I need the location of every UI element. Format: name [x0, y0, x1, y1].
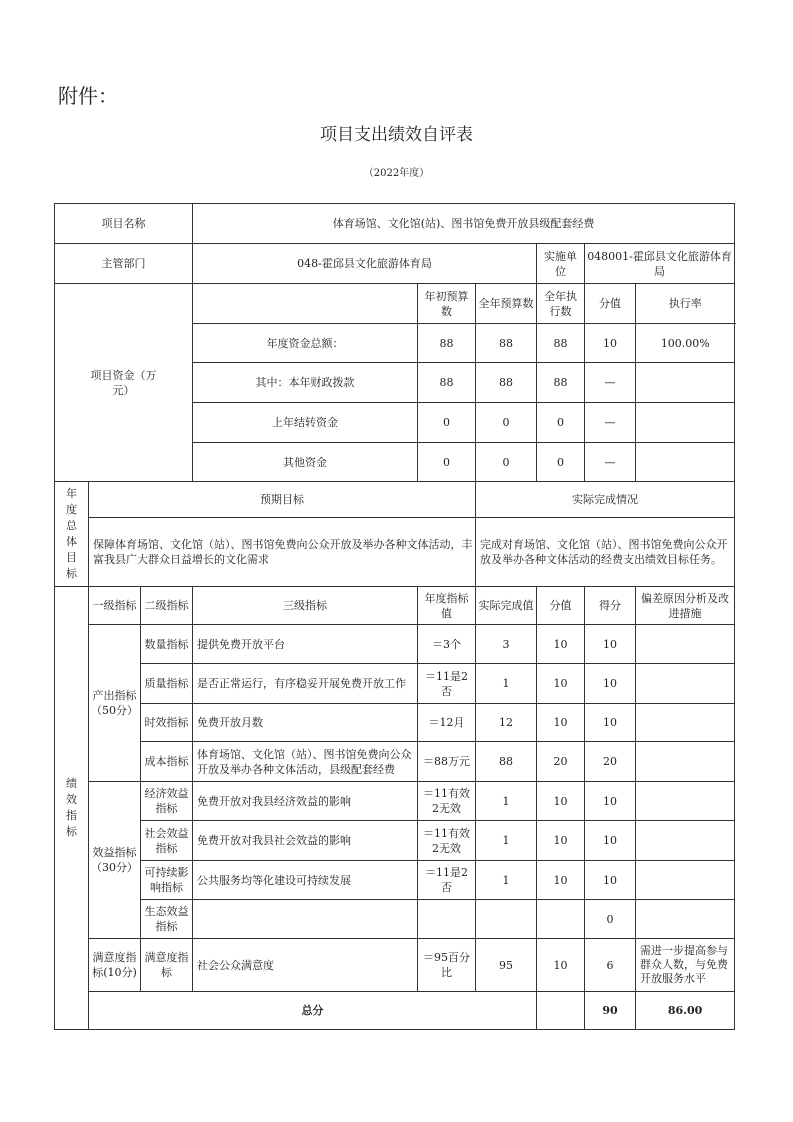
- got-value: 10: [585, 704, 636, 742]
- dept-value: 048-霍邱县文化旅游体育局: [193, 244, 537, 284]
- note-value: [636, 900, 735, 939]
- funds-cell: 0: [418, 403, 476, 443]
- score-value: [537, 900, 585, 939]
- funds-cell: 10: [585, 324, 636, 363]
- funds-row-label: 其中：本年财政拨款: [193, 363, 418, 403]
- funds-cell: 88: [476, 324, 537, 363]
- funds-cell: 88: [418, 324, 476, 363]
- actual-value: 1: [476, 782, 537, 821]
- report-year: （2022年度）: [363, 168, 430, 179]
- dept-label: 主管部门: [55, 244, 193, 284]
- actual-value: 3: [476, 625, 537, 664]
- funds-row-label: 年度资金总额：: [193, 324, 418, 363]
- score-value: 10: [537, 821, 585, 861]
- funds-cell: —: [585, 443, 636, 482]
- level2-indicator: 满意度指标: [141, 939, 193, 992]
- note-value: [636, 821, 735, 861]
- performance-indicator-label: 绩效指标: [55, 587, 89, 1030]
- target-value: ＝11有效2无效: [418, 782, 476, 821]
- funds-label: 项目资金（万元）: [55, 284, 193, 482]
- level3-indicator: 公共服务均等化建设可持续发展: [193, 861, 418, 900]
- level3-indicator: 体育场馆、文化馆（站）、图书馆免费向公众开放及举办各种文体活动，县级配套经费: [193, 742, 418, 782]
- funds-cell: —: [585, 363, 636, 403]
- got-value: 10: [585, 861, 636, 900]
- annual-goal-label: 年度总体目标: [55, 482, 89, 587]
- funds-header: 全年预算数: [476, 284, 537, 324]
- score-value: 10: [537, 664, 585, 704]
- perf-header: 二级指标: [141, 587, 193, 625]
- target-value: ＝12月: [418, 704, 476, 742]
- total-score: 90: [585, 992, 636, 1030]
- score-value: 10: [537, 939, 585, 992]
- project-name-label: 项目名称: [55, 204, 193, 244]
- actual-value: 1: [476, 861, 537, 900]
- score-value: 10: [537, 704, 585, 742]
- funds-cell: —: [585, 403, 636, 443]
- total-blank: [537, 992, 585, 1030]
- note-value: [636, 782, 735, 821]
- perf-header: 实际完成值: [476, 587, 537, 625]
- got-value: 10: [585, 821, 636, 861]
- actual-status-label: 实际完成情况: [476, 482, 735, 518]
- funds-cell: 88: [418, 363, 476, 403]
- funds-cell: 0: [418, 443, 476, 482]
- funds-cell: 0: [537, 403, 585, 443]
- score-value: 10: [537, 625, 585, 664]
- actual-value: 88: [476, 742, 537, 782]
- funds-row-label: 其他资金: [193, 443, 418, 482]
- funds-cell: 88: [476, 363, 537, 403]
- score-value: 10: [537, 782, 585, 821]
- perf-header: 三级指标: [193, 587, 418, 625]
- level2-indicator: 质量指标: [141, 664, 193, 704]
- target-value: [418, 900, 476, 939]
- score-value: 20: [537, 742, 585, 782]
- funds-cell: [636, 403, 735, 443]
- perf-header: 年度指标值: [418, 587, 476, 625]
- target-value: ＝3个: [418, 625, 476, 664]
- level2-indicator: 成本指标: [141, 742, 193, 782]
- target-value: ＝11是2否: [418, 664, 476, 704]
- note-value: [636, 664, 735, 704]
- evaluation-table: [54, 203, 735, 1030]
- level3-indicator: 是否正常运行，有序稳妥开展免费开放工作: [193, 664, 418, 704]
- level2-indicator: 经济效益指标: [141, 782, 193, 821]
- level2-indicator: 可持续影响指标: [141, 861, 193, 900]
- got-value: 0: [585, 900, 636, 939]
- note-value: [636, 861, 735, 900]
- got-value: 6: [585, 939, 636, 992]
- level3-indicator: 免费开放对我县社会效益的影响: [193, 821, 418, 861]
- attachment-heading: 附件：: [58, 84, 118, 108]
- level2-indicator: 时效指标: [141, 704, 193, 742]
- funds-cell: [636, 363, 735, 403]
- impl-unit-label: 实施单位: [537, 244, 585, 284]
- level1-indicator: 效益指标（30分）: [89, 782, 141, 939]
- target-value: ＝95百分比: [418, 939, 476, 992]
- level1-indicator: 产出指标（50分）: [89, 625, 141, 782]
- project-name-value: 体育场馆、文化馆(站)、图书馆免费开放县级配套经费: [193, 204, 735, 244]
- funds-cell: 100.00%: [636, 324, 735, 363]
- level2-indicator: 数量指标: [141, 625, 193, 664]
- funds-header: 全年执行数: [537, 284, 585, 324]
- target-value: ＝11有效2无效: [418, 821, 476, 861]
- actual-value: 12: [476, 704, 537, 742]
- level3-indicator: 提供免费开放平台: [193, 625, 418, 664]
- funds-cell: 88: [537, 363, 585, 403]
- funds-row-label: 上年结转资金: [193, 403, 418, 443]
- funds-header: 年初预算数: [418, 284, 476, 324]
- funds-header: 分值: [585, 284, 636, 324]
- score-value: 10: [537, 861, 585, 900]
- perf-header: 分值: [537, 587, 585, 625]
- total-label: 总分: [89, 992, 537, 1030]
- perf-header: 得分: [585, 587, 636, 625]
- funds-cell: 88: [537, 324, 585, 363]
- total-got: 86.00: [636, 992, 735, 1030]
- perf-header: 偏差原因分析及改进措施: [636, 587, 735, 625]
- actual-value: [476, 900, 537, 939]
- target-value: ＝11是2否: [418, 861, 476, 900]
- level1-indicator: 满意度指标(10分): [89, 939, 141, 992]
- funds-cell: 0: [476, 403, 537, 443]
- got-value: 10: [585, 664, 636, 704]
- level2-indicator: 社会效益指标: [141, 821, 193, 861]
- funds-header-blank: [193, 284, 418, 324]
- note-value: [636, 625, 735, 664]
- level3-indicator: 免费开放对我县经济效益的影响: [193, 782, 418, 821]
- funds-cell: [636, 443, 735, 482]
- actual-value: 1: [476, 821, 537, 861]
- page-title: 项目支出绩效自评表: [320, 125, 473, 145]
- got-value: 20: [585, 742, 636, 782]
- level3-indicator: [193, 900, 418, 939]
- actual-value: 1: [476, 664, 537, 704]
- funds-cell: 0: [476, 443, 537, 482]
- funds-cell: 0: [537, 443, 585, 482]
- target-value: ＝88万元: [418, 742, 476, 782]
- impl-unit-value: 048001-霍邱县文化旅游体育局: [585, 244, 735, 284]
- note-value: [636, 742, 735, 782]
- got-value: 10: [585, 625, 636, 664]
- note-value: 需进一步提高参与群众人数，与免费开放服务水平: [636, 939, 735, 992]
- level2-indicator: 生态效益指标: [141, 900, 193, 939]
- funds-header: 执行率: [636, 284, 735, 324]
- expected-goal-text: 保障体育场馆、文化馆（站）、图书馆免费向公众开放及举办各种文体活动，丰富我县广大群众日益增长的文化需求: [89, 518, 476, 587]
- note-value: [636, 704, 735, 742]
- level3-indicator: 免费开放月数: [193, 704, 418, 742]
- actual-status-text: 完成对育场馆、文化馆（站）、图书馆免费向公众开放及举办各种文体活动的经费支出绩效目标任务。: [476, 518, 735, 587]
- actual-value: 95: [476, 939, 537, 992]
- level3-indicator: 社会公众满意度: [193, 939, 418, 992]
- perf-header: 一级指标: [89, 587, 141, 625]
- got-value: 10: [585, 782, 636, 821]
- expected-goal-label: 预期目标: [89, 482, 476, 518]
